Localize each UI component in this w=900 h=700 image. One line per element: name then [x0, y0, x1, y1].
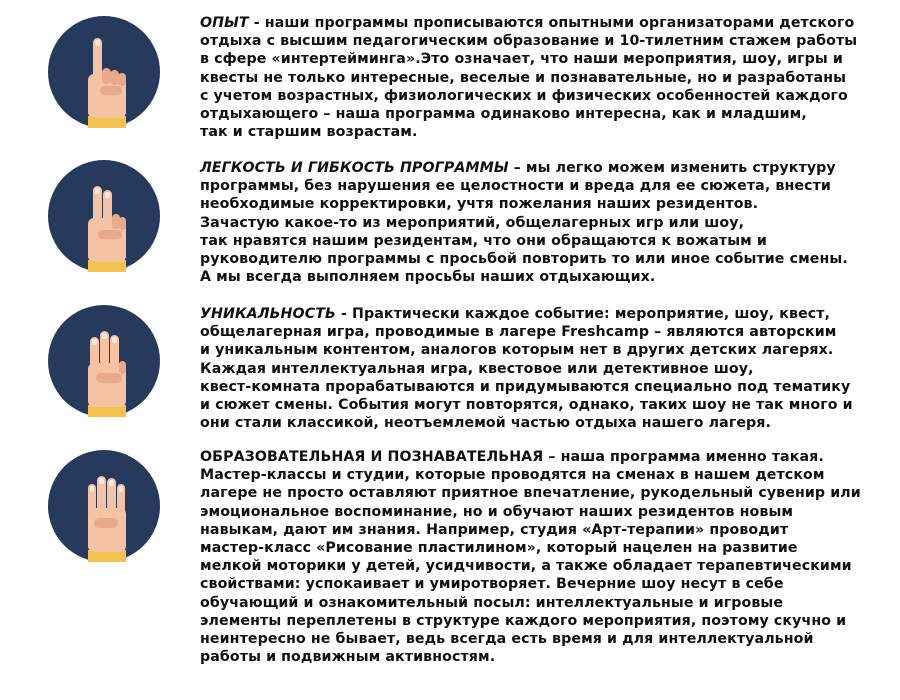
text-line: элементы переплетены в структуре каждого мероприятия, поэтому скучно и — [200, 612, 847, 629]
text-line: – мы легко можем изменить структуру — [508, 160, 836, 176]
hand-four-fingers-icon — [48, 450, 160, 562]
text-line: Мастер-классы и студии, которые проводятся на сменах в нашем детском — [200, 467, 825, 484]
feature-heading: ЛЕГКОСТЬ И ГИБКОСТЬ ПРОГРАММЫ — [200, 160, 509, 176]
hand-one-finger-icon — [48, 16, 160, 128]
feature-text-flexibility — [200, 159, 890, 286]
feature-heading: ОПЫТ — [200, 15, 249, 31]
text-line: – наша программа именно такая. — [543, 449, 824, 465]
text-line: А мы всегда выполняем просьбы наших отдыхающих. — [200, 269, 656, 286]
text-line: так и старшим возрастам. — [200, 124, 418, 141]
feature-text-experience — [200, 14, 890, 141]
hand-two-fingers-icon — [48, 160, 160, 272]
hand-three-fingers-icon — [48, 305, 160, 417]
text-line: отдыхающего – наша программа одинаково интересна, как и младшим, — [200, 106, 807, 123]
text-line: общелагерная игра, проводимые в лагере Freshcamp – являются авторским — [200, 324, 837, 341]
text-line: и сюжет смены. События могут повторятся, однако, таких шоу не так много и — [200, 397, 853, 414]
text-line: руководителю программы с просьбой повторить то или иное событие смены. — [200, 251, 848, 268]
text-line: Зачастую какое-то из мероприятий, общелагерных игр или шоу, — [200, 214, 745, 231]
feature-text-uniqueness — [200, 305, 890, 432]
text-line: в сфере «интертейминга».Это означает, что наши мероприятия, шоу, игры и — [200, 51, 843, 68]
text-line: они стали классикой, неотъемлемой частью отдыха нашего лагеря. — [200, 415, 772, 432]
text-line: работы и подвижным активностям. — [200, 649, 496, 666]
text-line: неинтересно не бывает, ведь всегда есть время и для интеллектуальной — [200, 631, 814, 648]
text-line: с учетом возрастных, физиологических и физических особенностей каждого — [200, 87, 848, 104]
text-line: квест-комната прорабатываются и придумываются специально под тематику — [200, 378, 851, 395]
feature-text-educational — [200, 448, 890, 666]
text-line: мелкой моторики у детей, усидчивости, а также обладает терапевтическими — [200, 558, 852, 575]
text-line: лагере не просто оставляют приятное впечатление, рукодельный сувенир или — [200, 485, 861, 502]
text-line: - Практически каждое событие: мероприятие, шоу, квест, — [335, 306, 831, 322]
text-line: обучающий и ознакомительный посыл: интеллектуальные и игровые — [200, 594, 784, 611]
feature-heading: ОБРАЗОВАТЕЛЬНАЯ И ПОЗНАВАТЕЛЬНАЯ — [200, 449, 544, 465]
text-line: навыкам, дают им знания. Например, студия «Арт-терапии» проводит — [200, 521, 789, 538]
text-line: мастер-класс «Рисование пластилином», который нацелен на развитие — [200, 540, 798, 557]
feature-heading: УНИКАЛЬНОСТЬ — [200, 306, 336, 322]
text-line: квесты не только интересные, веселые и познавательные, но и разработаны — [200, 69, 847, 86]
text-line: и уникальным контентом, аналогов которым нет в других детских лагерях. — [200, 342, 834, 359]
text-line: свойствами: успокаивает и умиротворяет. Вечерние шоу несут в себе — [200, 576, 784, 593]
text-line: отдыха с высшим педагогическим образование и 10-тилетним стажем работы — [200, 33, 858, 50]
text-line: программы, без нарушения ее целостности и вреда для ее сюжета, внести — [200, 178, 831, 195]
text-line: Каждая интеллектуальная игра, квестовое или детективное шоу, — [200, 360, 754, 377]
text-line: необходимые корректировки, учтя пожелания наших резидентов. — [200, 196, 759, 213]
text-line: - наши программы прописываются опытными организаторами детского — [248, 15, 855, 31]
text-line: так нравятся нашим резидентам, что они обращаются к вожатым и — [200, 232, 767, 249]
text-line: эмоциональное воспоминание, но и обучают наших резидентов новым — [200, 503, 794, 520]
